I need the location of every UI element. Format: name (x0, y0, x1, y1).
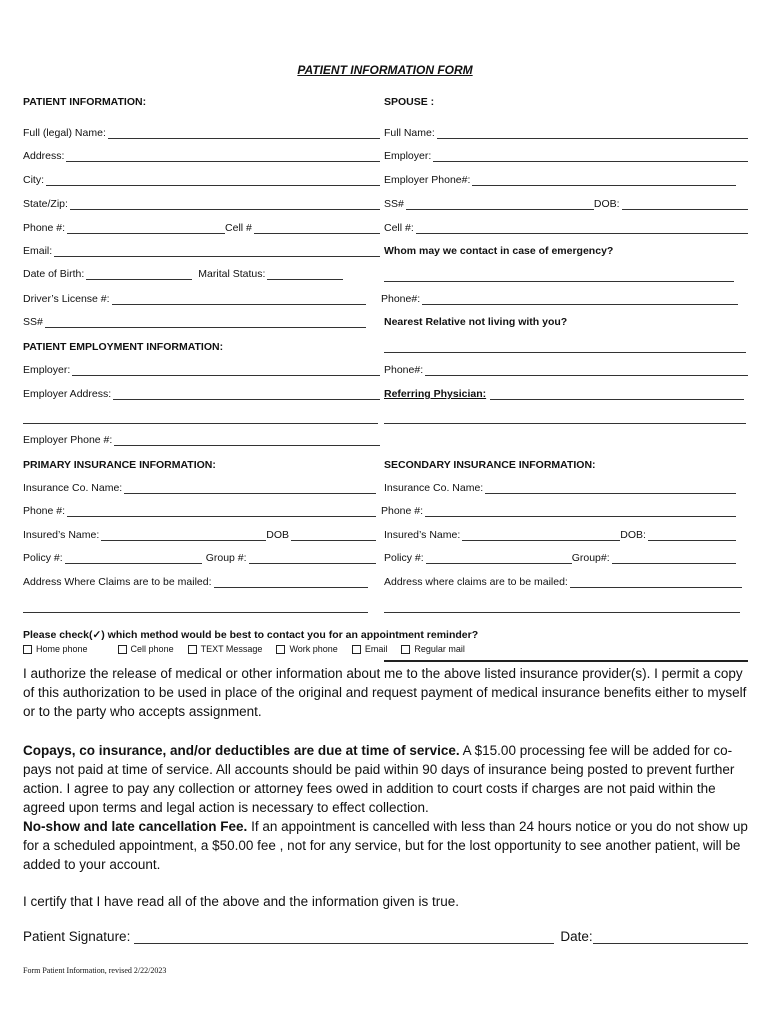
secondary-policy-field[interactable]: Policy #: Group#: (384, 552, 736, 564)
license-field[interactable]: Driver’s License #: (23, 293, 366, 305)
full-name-field[interactable]: Full (legal) Name: (23, 127, 380, 139)
nearest-relative-question: Nearest Relative not living with you? (384, 316, 568, 328)
contact-option-work-phone[interactable]: Work phone (276, 644, 337, 654)
contact-option-text-message[interactable]: TEXT Message (188, 644, 263, 654)
primary-phone-field[interactable]: Phone #: (23, 505, 376, 517)
form-title: PATIENT INFORMATION FORM (297, 63, 473, 77)
spouse-employer-phone-field[interactable]: Employer Phone#: (384, 174, 736, 186)
secondary-company-field[interactable]: Insurance Co. Name: (384, 482, 736, 494)
checkbox-icon[interactable] (23, 645, 32, 654)
checkbox-icon[interactable] (352, 645, 361, 654)
primary-claims-field[interactable]: Address Where Claims are to be mailed: (23, 576, 368, 588)
dob-field[interactable]: Date of Birth: Marital Status: (23, 268, 380, 280)
phone-field[interactable]: Phone #: Cell # (23, 222, 380, 234)
secondary-insured-field[interactable]: Insured’s Name: DOB: (384, 529, 736, 541)
contact-method-options (23, 644, 479, 654)
spouse-name-field[interactable]: Full Name: (384, 127, 748, 139)
primary-company-field[interactable]: Insurance Co. Name: (23, 482, 376, 494)
nearest-relative-line[interactable] (384, 352, 746, 353)
signature-row (23, 929, 748, 944)
employment-heading: PATIENT EMPLOYMENT INFORMATION: (23, 341, 224, 353)
city-field[interactable]: City: (23, 174, 380, 186)
date-label: Date: (560, 929, 593, 944)
primary-claims-line2[interactable] (23, 612, 368, 613)
authorization-paragraph: I authorize the release of medical or other information about me to the above listed insurance provider(s). I permit a copy of this authorization to be used in place of the original and request payment of medical insurance benefits either to myself or to the party who accepts assignment. (23, 666, 747, 719)
noshow-text: If an appointment is cancelled with less than 24 hours notice or you do not show up for a scheduled appointment, a $50.00 fee , not for any service, but for the lost opportunity to see another patient, will be added to your account. (23, 819, 748, 872)
referring-physician-field[interactable]: Referring Physician: (384, 388, 744, 400)
contact-option-home-phone[interactable]: Home phone (23, 644, 88, 654)
employer-field[interactable]: Employer: (23, 364, 380, 376)
emergency-contact-question: Whom may we contact in case of emergency? (384, 245, 614, 257)
patient-info-heading: PATIENT INFORMATION: (23, 96, 147, 108)
state-zip-field[interactable]: State/Zip: (23, 198, 380, 210)
spouse-employer-field[interactable]: Employer: (384, 150, 748, 162)
address-field[interactable]: Address: (23, 150, 380, 162)
email-field[interactable]: Email: (23, 245, 380, 257)
employer-phone-field[interactable]: Employer Phone #: (23, 434, 380, 446)
checkbox-icon[interactable] (276, 645, 285, 654)
date-field[interactable] (593, 929, 748, 944)
secondary-claims-line2[interactable] (384, 612, 740, 613)
checkbox-icon[interactable] (188, 645, 197, 654)
employer-address-field[interactable]: Employer Address: (23, 388, 380, 400)
secondary-claims-field[interactable]: Address where claims are to be mailed: (384, 576, 742, 588)
copays-text: A $15.00 processing fee will be added for co-pays not paid at time of service. All accounts should be paid within 90 days of insurance being posted to prevent further action. I agree to pay any collection or attorney fees owed in addition to court costs if charges are not paid within the agreed upon terms and legal action is necessary to effect collection. (23, 743, 735, 815)
spouse-cell-field[interactable]: Cell #: (384, 222, 748, 234)
signature-field[interactable] (134, 929, 554, 944)
contact-option-email[interactable]: Email (352, 644, 388, 654)
noshow-lead: No-show and late cancellation Fee. (23, 819, 248, 834)
noshow-paragraph (23, 817, 751, 874)
primary-insured-field[interactable]: Insured’s Name: DOB (23, 529, 376, 541)
primary-ins-heading: PRIMARY INSURANCE INFORMATION: (23, 459, 216, 471)
ss-field[interactable]: SS# (23, 316, 366, 328)
referring-physician-line2[interactable] (384, 423, 746, 424)
section-divider (384, 660, 748, 662)
primary-policy-field[interactable]: Policy #: Group #: (23, 552, 376, 564)
certify-statement: I certify that I have read all of the above and the information given is true. (23, 894, 460, 909)
contact-option-cell-phone[interactable]: Cell phone (118, 644, 174, 654)
contact-option-regular-mail[interactable]: Regular mail (401, 644, 465, 654)
relative-phone-field[interactable]: Phone#: (384, 364, 748, 376)
contact-method-question: Please check(✓) which method would be best to contact you for an appointment reminder? (23, 629, 479, 641)
left-column (23, 0, 380, 620)
secondary-ins-heading: SECONDARY INSURANCE INFORMATION: (384, 459, 596, 471)
copays-paragraph (23, 741, 751, 817)
emergency-phone-field[interactable]: Phone#: (381, 293, 738, 305)
checkbox-icon[interactable] (401, 645, 410, 654)
emergency-contact-line[interactable] (384, 281, 734, 282)
signature-label: Patient Signature: (23, 929, 131, 944)
secondary-phone-field[interactable]: Phone #: (381, 505, 736, 517)
footer-revision: Form Patient Information, revised 2/22/2023 (23, 966, 167, 975)
spouse-heading: SPOUSE : (384, 96, 435, 108)
right-column (381, 0, 748, 620)
spouse-ss-field[interactable]: SS# DOB: (384, 198, 748, 210)
employer-address-line2[interactable] (23, 423, 378, 424)
copays-lead: Copays, co insurance, and/or deductibles are due at time of service. (23, 743, 460, 758)
checkbox-icon[interactable] (118, 645, 127, 654)
